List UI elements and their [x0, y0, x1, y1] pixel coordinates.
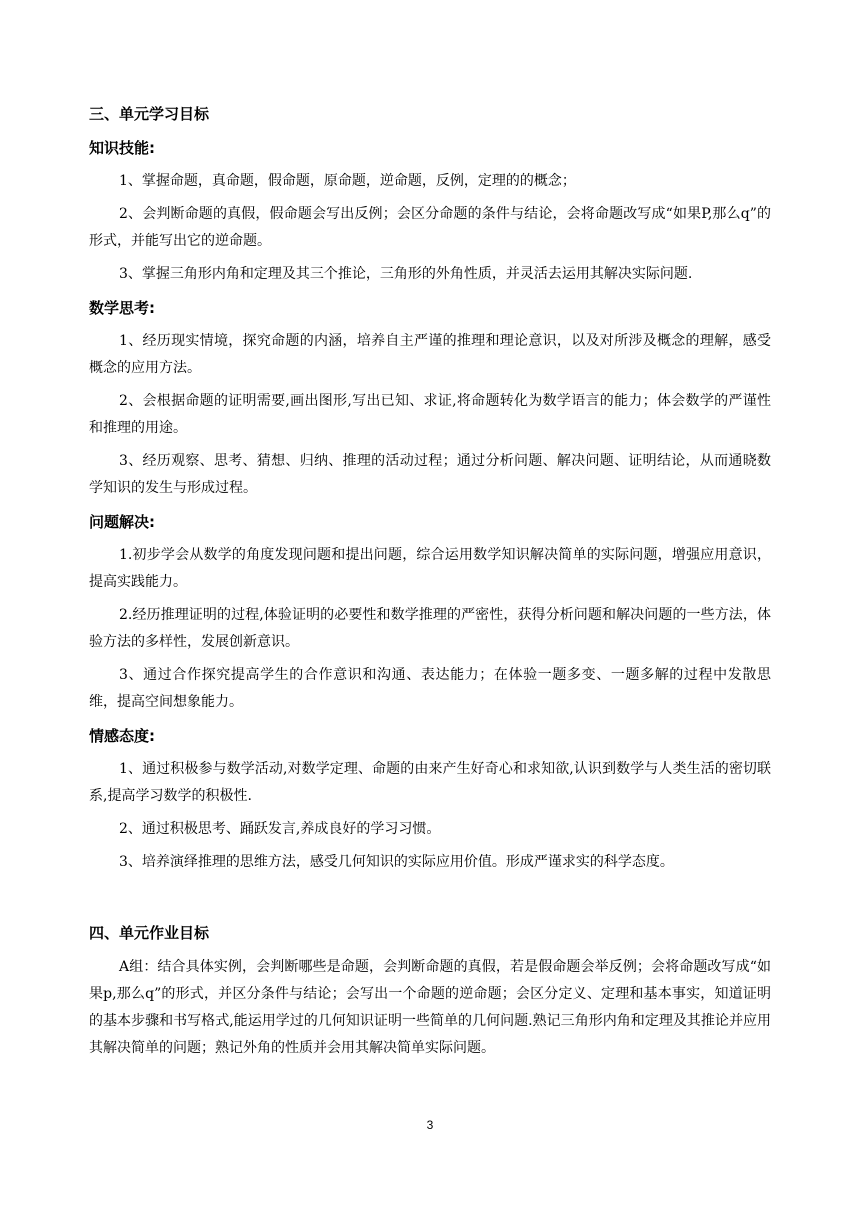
- paragraph: 2、会根据命题的证明需要,画出图形,写出已知、求证,将命题转化为数学语言的能力；体会数学的严谨性和推理的用途。: [89, 393, 771, 436]
- paragraph: 1.初步学会从数学的角度发现问题和提出问题，综合运用数学知识解决简单的实际问题，增强应用意识，提高实践能力。: [89, 547, 771, 590]
- paragraph: 3、通过合作探究提高学生的合作意识和沟通、表达能力；在体验一题多变、一题多解的过程中发散思维，提高空间想象能力。: [89, 667, 771, 710]
- section-heading-homework-goals: 四、单元作业目标: [89, 924, 210, 942]
- group-title-math-thinking: 数学思考:: [89, 299, 155, 317]
- paragraph: 1、经历现实情境，探究命题的内涵，培养自主严谨的推理和理论意识，以及对所涉及概念的理解，感受概念的应用方法。: [89, 333, 771, 376]
- paragraph: 1、掌握命题，真命题，假命题，原命题，逆命题，反例，定理的的概念；: [119, 173, 576, 189]
- paragraph: 2.经历推理证明的过程,体验证明的必要性和数学推理的严密性，获得分析问题和解决问题的一些方法，体验方法的多样性，发展创新意识。: [89, 607, 771, 650]
- group-title-emotion-attitude: 情感态度:: [89, 727, 155, 745]
- paragraph: 3、培养演绎推理的思维方法，感受几何知识的实际应用价值。形成严谨求实的科学态度。: [119, 854, 674, 870]
- page-number: 3: [426, 1118, 434, 1132]
- paragraph: 1、通过积极参与数学活动,对数学定理、命题的由来产生好奇心和求知欲,认识到数学与人类生活的密切联系,提高学习数学的积极性.: [89, 761, 771, 804]
- paragraph: 2、会判断命题的真假，假命题会写出反例；会区分命题的条件与结论，会将命题改写成“如果P,那么q”的形式，并能写出它的逆命题。: [89, 206, 771, 249]
- group-title-knowledge-skills: 知识技能:: [89, 139, 155, 157]
- paragraph: A组：结合具体实例，会判断哪些是命题，会判断命题的真假，若是假命题会举反例；会将命题改写成“如果p,那么q”的形式，并区分条件与结论；会写出一个命题的逆命题；会区分定义、定理和基本事实，知道证明的基本步骤和书写格式,能运用学过的几何知识证明一些简单的几何问题.熟记三角形内角和定理及其推论并应用其解决简单的问题；熟记外角的性质并会用其解决简单实际问题。: [89, 959, 771, 1056]
- paragraph: 3、经历观察、思考、猜想、归纳、推理的活动过程；通过分析问题、解决问题、证明结论，从而通晓数学知识的发生与形成过程。: [89, 453, 771, 496]
- page-content: [89, 101, 771, 1062]
- paragraph: 3、掌握三角形内角和定理及其三个推论，三角形的外角性质，并灵活去运用其解决实际问题.: [119, 266, 693, 282]
- group-title-problem-solving: 问题解决:: [89, 513, 155, 531]
- section-heading-learning-goals: 三、单元学习目标: [89, 105, 210, 123]
- paragraph: 2、通过积极思考、踊跃发言,养成良好的学习习惯。: [119, 821, 441, 837]
